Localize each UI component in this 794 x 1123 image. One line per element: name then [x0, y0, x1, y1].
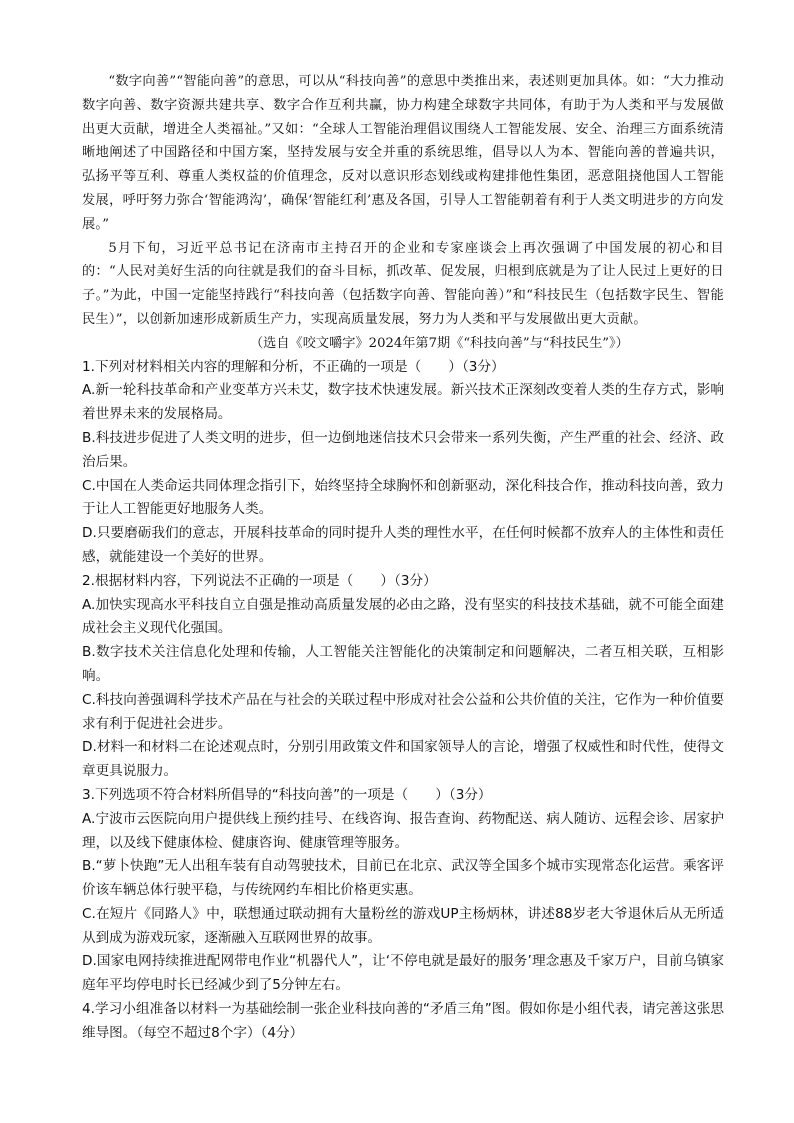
question-stem: 3.下列选项不符合材料所倡导的“科技向善”的一项是（ ）（3分） [82, 786, 492, 803]
option-a: A.新一轮科技革命和产业变革方兴未艾，数字技术快速发展。新兴技术正深刻改变着人类的生存方式，影响着世界未来的发展格局。 [82, 382, 724, 423]
question-stem: 4.学习小组准备以材料一为基础绘制一张企业科技向善的“矛盾三角”图。假如你是小组代表，请完善这张思维导图。（每空不超过8个字）（4分） [82, 1001, 724, 1041]
question-4 [82, 998, 724, 1046]
option-b: B.科技进步促进了人类文明的进步，但一边倒地迷信技术只会带来一系列失衡，产生严重的社会、经济、政治后果。 [82, 429, 724, 470]
option-b: B.数字技术关注信息化处理和传输，人工智能关注智能化的决策制定和问题解决，二者互相关联，互相影响。 [82, 644, 724, 684]
question-1 [82, 356, 724, 570]
material-paragraph-1: “数字向善”“智能向善”的意思，可以从“科技向善”的意思中类推出来，表述则更加具体。如：“大力推动数字向善、数字资源共建共享、数字合作互利共赢，协力构建全球数字共同体，有助于为人类和平与发展做出更大贡献，增进全人类福祉。”又如：“全球人工智能治理倡议围绕人工智能发展、安全、治理三方面系统清晰地阐述了中国路径和中国方案，坚持发展与安全并重的系统思维，倡导以人为本、智能向善的普遍共识，弘扬平等互利、尊重人类权益的价值理念，反对以意识形态划线或构建排他性集团，恶意阻挠他国人工智能发展，呼吁努力弥合‘智能鸿沟’，确保‘智能红利’惠及各国，引导人工智能朝着有利于人类文明进步的方向发展。” [82, 74, 724, 232]
option-b: B.“萝卜快跑”无人出租车装有自动驾驶技术，目前已在北京、武汉等全国多个城市实现常态化运营。乘客评价该车辆总体行驶平稳，与传统网约车相比价格更实惠。 [82, 858, 724, 899]
question-2 [82, 570, 724, 784]
option-a: A.宁波市云医院向用户提供线上预约挂号、在线咨询、报告查询、药物配送、病人随访、远程会诊、居家护理，以及线下健康体检、健康咨询、健康管理等服务。 [82, 810, 724, 851]
source-citation: （选自《咬文嚼字》2024年第7期《“科技向善”与“科技民生”》） [250, 335, 629, 351]
option-c: C.中国在人类命运共同体理念指引下，始终坚持全球胸怀和创新驱动，深化科技合作，推动科技向善，致力于让人工智能更好地服务人类。 [82, 477, 724, 518]
option-c: C.在短片《同路人》中，联想通过联动拥有大量粉丝的游戏UP主杨炳林，讲述88岁老大爷退休后从无所适从到成为游戏玩家，逐渐融入互联网世界的故事。 [82, 905, 724, 946]
option-d: D.材料一和材料二在论述观点时，分别引用政策文件和国家领导人的言论，增强了权威性和时代性，使得文章更具说服力。 [82, 739, 724, 780]
option-d: D.国家电网持续推进配网带电作业“机器代人”，让‘不停电就是最好的服务’理念惠及千家万户，目前乌镇家庭年平均停电时长已经减少到了5分钟左右。 [82, 953, 724, 994]
question-3 [82, 784, 724, 998]
option-a: A.加快实现高水平科技自立自强是推动高质量发展的必由之路，没有坚实的科技技术基础，就不可能全面建成社会主义现代化强国。 [82, 596, 724, 637]
question-stem: 1.下列对材料相关内容的理解和分析，不正确的一项是（ ）（3分） [82, 358, 505, 375]
option-d: D.只要磨砺我们的意志，开展科技革命的同时提升人类的理性水平，在任何时候都不放弃人的主体性和责任感，就能建设一个美好的世界。 [82, 525, 724, 565]
option-c: C.科技向善强调科学技术产品在与社会的关联过程中形成对社会公益和公共价值的关注，它作为一种价值要求有利于促进社会进步。 [82, 691, 724, 732]
material-paragraph-2: 5月下旬，习近平总书记在济南市主持召开的企业和专家座谈会上再次强调了中国发展的初心和目的：“人民对美好生活的向往就是我们的奋斗目标，抓改革、促发展，归根到底就是为了让人民过上更好的日子。”为此，中国一定能坚持践行“科技向善（包括数字向善、智能向善）”和“科技民生（包括数字民生、智能民生）”，以创新加速形成新质生产力，实现高质量发展，努力为人类和平与发展做出更大贡献。 [82, 240, 724, 327]
question-stem: 2.根据材料内容，下列说法不正确的一项是（ ）（3分） [82, 572, 437, 589]
